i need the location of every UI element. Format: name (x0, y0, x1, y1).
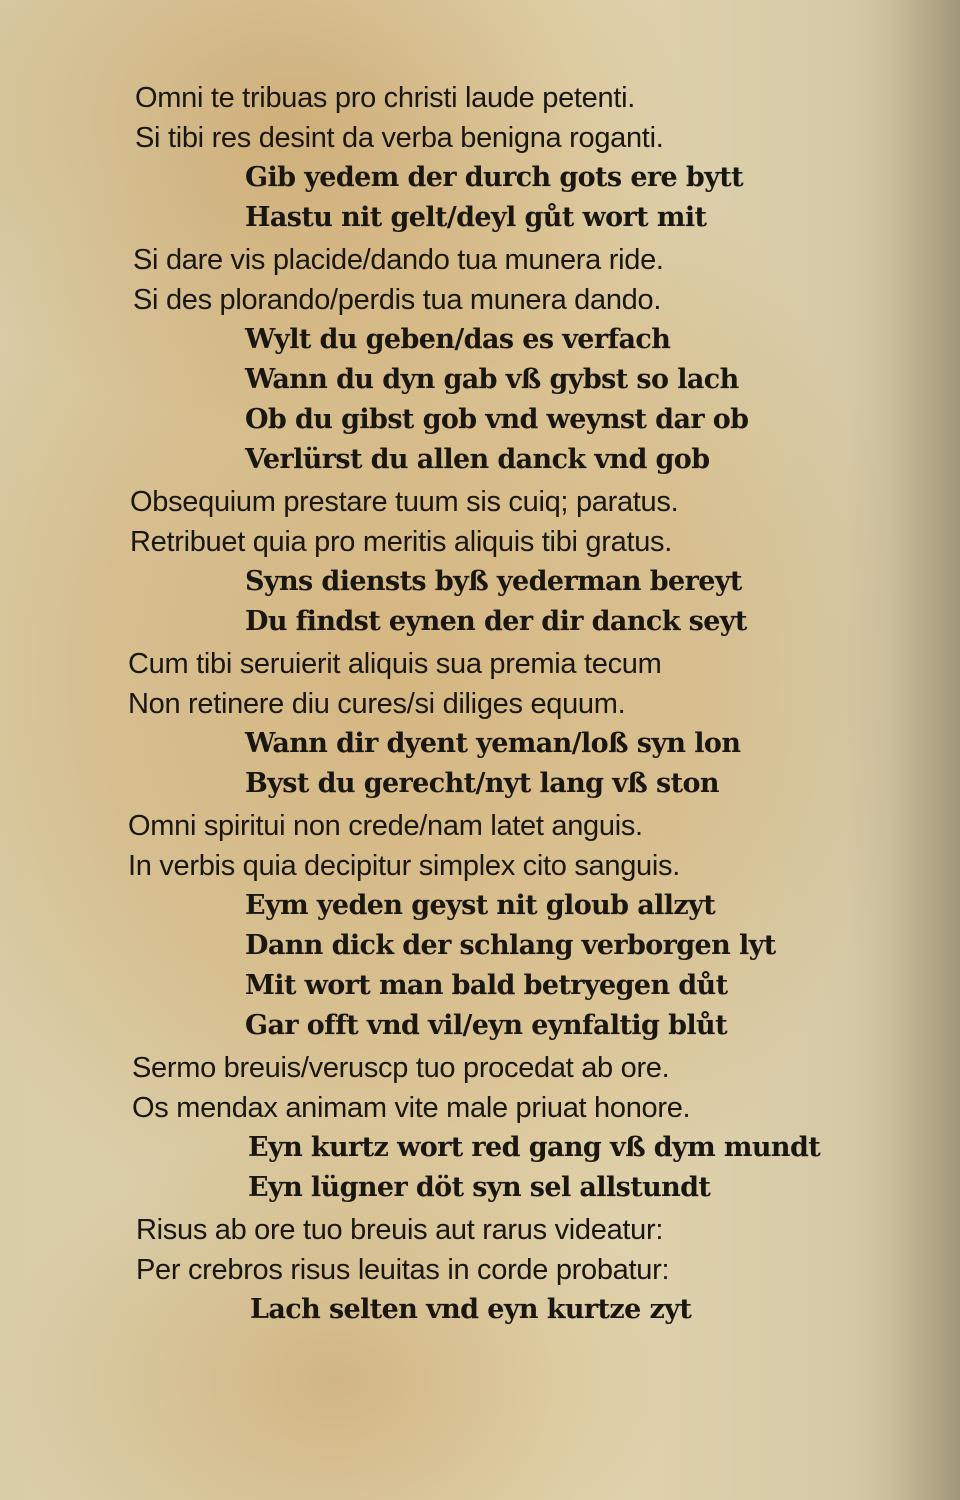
text-line: Verlürst du allen danck vnd gob (245, 444, 710, 475)
text-line: Os mendax animam vite male priuat honore. (132, 1092, 691, 1124)
text-line: Omni spiritui non crede/nam latet anguis. (128, 810, 643, 842)
text-line: Risus ab ore tuo breuis aut rarus videatur: (136, 1214, 664, 1246)
text-line: Byst du gerecht/nyt lang vß ston (245, 768, 719, 799)
text-line: Wann dir dyent yeman/loß syn lon (245, 728, 741, 759)
text-line: Cum tibi seruierit aliquis sua premia tecum (128, 648, 662, 680)
text-line: Ob du gibst gob vnd weynst dar ob (245, 404, 749, 435)
text-line: Eyn lügner döt syn sel allstundt (248, 1172, 711, 1203)
text-line: Retribuet quia pro meritis aliquis tibi gratus. (130, 526, 672, 558)
text-line: Syns diensts byß yederman bereyt (245, 566, 742, 597)
text-line: Dann dick der schlang verborgen lyt (245, 930, 776, 961)
text-line: Eyn kurtz wort red gang vß dym mundt (248, 1132, 821, 1163)
text-line: In verbis quia decipitur simplex cito sanguis. (128, 850, 680, 882)
text-line: Gar offt vnd vil/eyn eynfaltig blůt (245, 1010, 727, 1041)
text-line: Si des plorando/perdis tua munera dando. (133, 284, 662, 316)
text-line: Du findst eynen der dir danck seyt (245, 606, 747, 637)
text-line: Mit wort man bald betryegen důt (245, 970, 728, 1001)
text-line: Wylt du geben/das es verfach (245, 324, 671, 355)
text-line: Per crebros risus leuitas in corde probatur: (136, 1254, 670, 1286)
text-line: Non retinere diu cures/si diliges equum. (128, 688, 626, 720)
text-line: Wann du dyn gab vß gybst so lach (245, 364, 739, 395)
text-line: Omni te tribuas pro christi laude petenti. (135, 82, 635, 114)
text-line: Hastu nit gelt/deyl gůt wort mit (245, 202, 707, 233)
text-line: Si dare vis placide/dando tua munera ride. (133, 244, 664, 276)
text-line: Si tibi res desint da verba benigna roganti. (135, 122, 664, 154)
text-line: Sermo breuis/veruscp tuo procedat ab ore. (132, 1052, 670, 1084)
text-line: Eym yeden geyst nit gloub allzyt (245, 890, 716, 921)
text-line: Gib yedem der durch gots ere bytt (245, 162, 744, 193)
text-line: Obsequium prestare tuum sis cuiq; paratus. (130, 486, 679, 518)
text-line: Lach selten vnd eyn kurtze zyt (250, 1294, 692, 1325)
